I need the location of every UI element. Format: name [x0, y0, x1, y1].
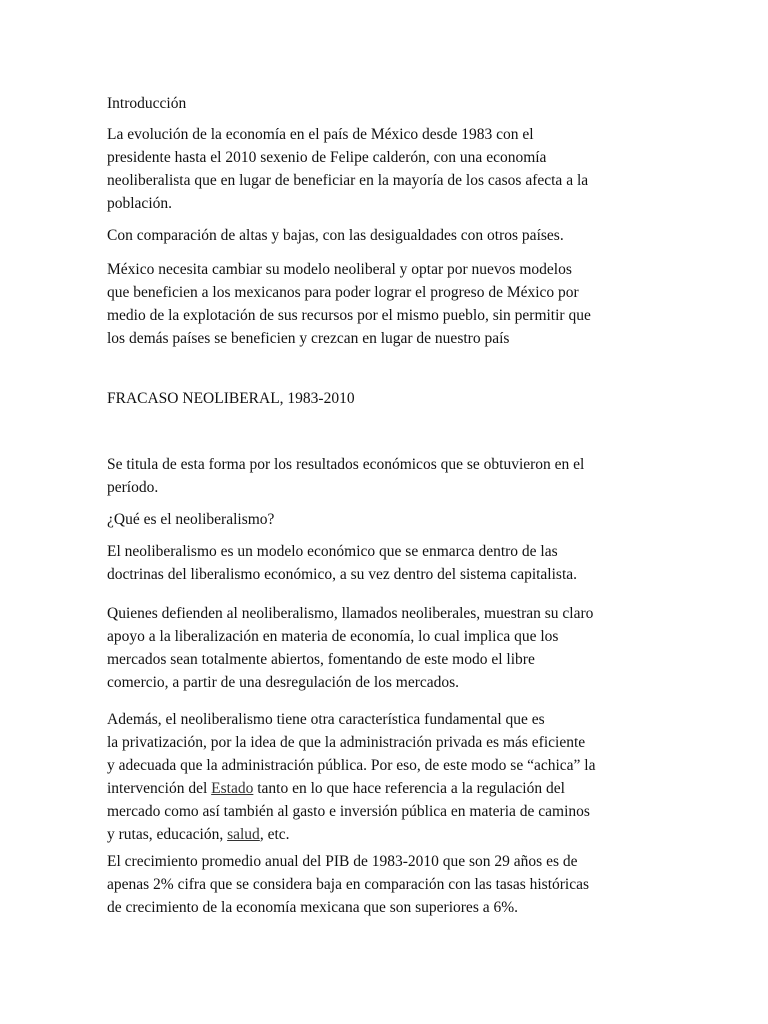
text-line: La evolución de la economía en el país de México desde 1983 con el [107, 126, 534, 143]
intro-heading [107, 92, 667, 115]
text-line: apenas 2% cifra que se considera baja en comparación con las tasas históricas [107, 876, 590, 893]
text-line: Con comparación de altas y bajas, con las desigualdades con otros países. [107, 227, 564, 244]
text-line: apoyo a la liberalización en materia de economía, lo cual implica que los [107, 628, 559, 645]
text-line: El crecimiento promedio anual del PIB de 1983-2010 que son 29 años es de [107, 853, 578, 870]
text-line: mercados sean totalmente abiertos, fomentando de este modo el libre [107, 651, 535, 668]
text-fragment: , etc. [259, 826, 290, 843]
text-line: Se titula de esta forma por los resultados económicos que se obtuvieron en el [107, 456, 585, 473]
text-line: mercado como así también al gasto e inversión pública en materia de caminos [107, 803, 590, 820]
text-line: México necesita cambiar su modelo neoliberal y optar por nuevos modelos [107, 261, 572, 278]
salud-link[interactable]: salud [227, 826, 260, 843]
text-line: los demás países se beneficien y crezcan en lugar de nuestro país [107, 330, 510, 347]
section-paragraph-5 [107, 850, 667, 919]
text-line: Además, el neoliberalismo tiene otra característica fundamental que es [107, 711, 545, 728]
section-heading [107, 387, 667, 410]
text-line: FRACASO NEOLIBERAL, 1983-2010 [107, 390, 355, 407]
text-line: que beneficien a los mexicanos para poder lograr el progreso de México por [107, 284, 579, 301]
text-line: Quienes defienden al neoliberalismo, llamados neoliberales, muestran su claro [107, 605, 594, 622]
section-paragraph-1 [107, 453, 667, 499]
text-fragment: y rutas, educación, [107, 826, 228, 843]
text-line: de crecimiento de la economía mexicana que son superiores a 6%. [107, 899, 519, 916]
text-line: y adecuada que la administración pública. Por eso, de este modo se “achica” la [107, 757, 596, 774]
text-fragment: intervención del [107, 780, 212, 797]
question-heading [107, 508, 667, 531]
text-line: período. [107, 479, 159, 496]
section-paragraph-4 [107, 708, 667, 846]
text-line: neoliberalista que en lugar de beneficiar en la mayoría de los casos afecta a la [107, 172, 589, 189]
text-line [107, 777, 667, 800]
intro-paragraph-1 [107, 123, 667, 215]
intro-paragraph-2 [107, 224, 667, 247]
section-paragraph-3 [107, 602, 667, 694]
text-line: medio de la explotación de sus recursos por el mismo pueblo, sin permitir que [107, 307, 591, 324]
text-line: Introducción [107, 95, 187, 112]
text-line: población. [107, 195, 172, 212]
text-line: la privatización, por la idea de que la administración privada es más eficiente [107, 734, 586, 751]
text-fragment: tanto en lo que hace referencia a la regulación del [253, 780, 565, 797]
text-line [107, 823, 667, 846]
text-line: El neoliberalismo es un modelo económico que se enmarca dentro de las [107, 543, 558, 560]
section-paragraph-2 [107, 540, 667, 586]
intro-paragraph-3 [107, 258, 667, 350]
text-line: comercio, a partir de una desregulación de los mercados. [107, 674, 460, 691]
estado-link[interactable]: Estado [211, 780, 254, 797]
text-line: ¿Qué es el neoliberalismo? [107, 511, 275, 528]
text-line: doctrinas del liberalismo económico, a su vez dentro del sistema capitalista. [107, 566, 578, 583]
text-line: presidente hasta el 2010 sexenio de Felipe calderón, con una economía [107, 149, 547, 166]
